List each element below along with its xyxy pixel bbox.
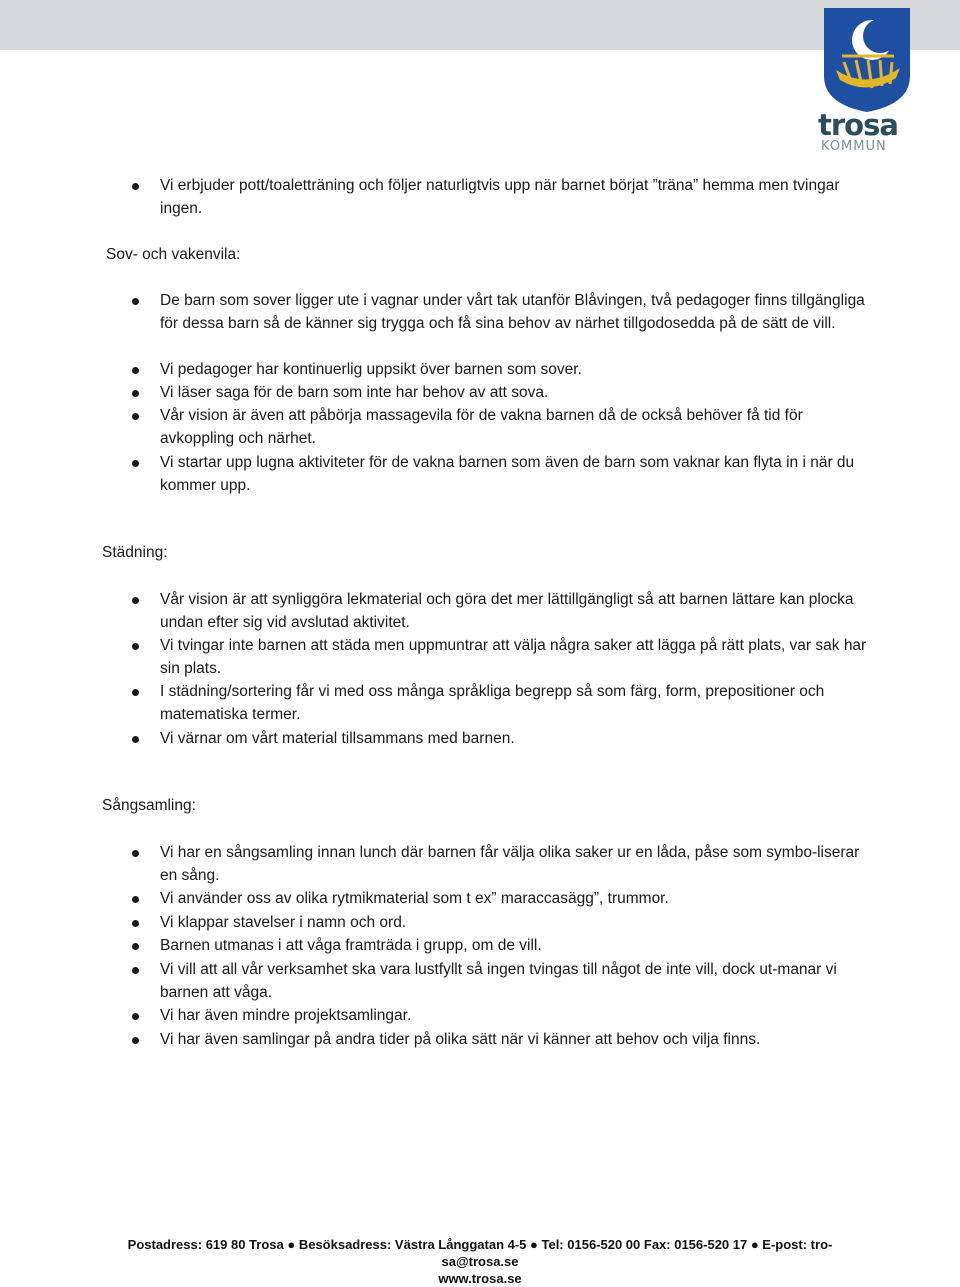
logo-subtitle: KOMMUN: [821, 139, 887, 154]
bullet-icon: [132, 967, 139, 974]
list-item: Vi värnar om vårt material tillsammans med barnen.: [160, 727, 880, 750]
heading-stadning: Städning:: [102, 544, 168, 561]
list-item: De barn som sover ligger ute i vagnar under vårt tak utanför Blåvingen, två pedagoger finns tillgängliga för dessa barn så de känner sig trygga och få sina behov av närhet tillgodosedda på de sätt de vill.: [160, 289, 880, 335]
list-item: Vår vision är även att påbörja massagevila för de vakna barnen då de också behöver få tid för avkoppling och närhet.: [160, 404, 880, 450]
bullet-icon: [132, 943, 139, 950]
bullet-icon: [132, 850, 139, 857]
list-item: Vi vill att all vår verksamhet ska vara lustfyllt så ingen tvingas till något de inte vill, dock ut-manar vi barnen att våga.: [160, 958, 880, 1004]
bullet-icon: [132, 183, 139, 190]
bullet-icon: [132, 689, 139, 696]
heading-sangsamling: Sångsamling:: [102, 797, 196, 814]
list-item: Vi klappar stavelser i namn och ord.: [160, 911, 880, 934]
list-item: Vi använder oss av olika rytmikmaterial som t ex” maraccasägg”, trummor.: [160, 887, 880, 910]
list-item: Vi läser saga för de barn som inte har behov av att sova.: [160, 381, 880, 404]
bullet-icon: [132, 390, 139, 397]
logo-wordmark: trosa: [818, 108, 898, 142]
footer-address: Postadress: 619 80 Trosa ● Besöksadress: Västra Långgatan 4-5 ● Tel: 0156-520 00 Fax: 0156-520 17 ● E-post: tro-: [127, 1237, 833, 1252]
list-item: Vår vision är att synliggöra lekmaterial och göra det mer lättillgängligt så att barnen lättare kan plocka undan efter sig vid avslutad aktivitet.: [160, 588, 880, 634]
heading-sov: Sov- och vakenvila:: [106, 246, 241, 263]
list-item: Vi har en sångsamling innan lunch där barnen får välja olika saker ur en låda, påse som symbo-liserar en sång.: [160, 841, 880, 887]
crest-icon: [822, 6, 912, 114]
bullet-icon: [132, 1037, 139, 1044]
bullet-icon: [132, 597, 139, 604]
bullet-icon: [132, 896, 139, 903]
list-item: Vi har även samlingar på andra tider på olika sätt när vi känner att behov och vilja finns.: [160, 1028, 880, 1051]
list-item: Vi startar upp lugna aktiviteter för de vakna barnen som även de barn som vaknar kan flyta in i när du kommer upp.: [160, 451, 880, 497]
list-item: Barnen utmanas i att våga framträda i grupp, om de vill.: [160, 934, 880, 957]
trosa-kommun-logo: [816, 6, 916, 156]
bullet-icon: [132, 1013, 139, 1020]
footer-website-link[interactable]: www.trosa.se: [438, 1271, 522, 1286]
bullet-icon: [132, 460, 139, 467]
bullet-icon: [132, 736, 139, 743]
bullet-icon: [132, 920, 139, 927]
bullet-icon: [132, 413, 139, 420]
list-item: I städning/sortering får vi med oss många språkliga begrepp så som färg, form, prepositioner och matematiska termer.: [160, 680, 880, 726]
bullet-icon: [132, 643, 139, 650]
bullet-icon: [132, 298, 139, 305]
list-item: Vi tvingar inte barnen att städa men uppmuntrar att välja några saker att lägga på rätt plats, var sak har sin plats.: [160, 634, 880, 680]
list-item: Vi erbjuder pott/toaletträning och följer naturligtvis upp när barnet börjat ”träna” hemma men tvingar ingen.: [160, 174, 880, 220]
bullet-icon: [132, 367, 139, 374]
list-item: Vi har även mindre projektsamlingar.: [160, 1004, 880, 1027]
list-item: Vi pedagoger har kontinuerlig uppsikt över barnen som sover.: [160, 358, 880, 381]
footer-email-link[interactable]: sa@trosa.se: [441, 1254, 519, 1269]
